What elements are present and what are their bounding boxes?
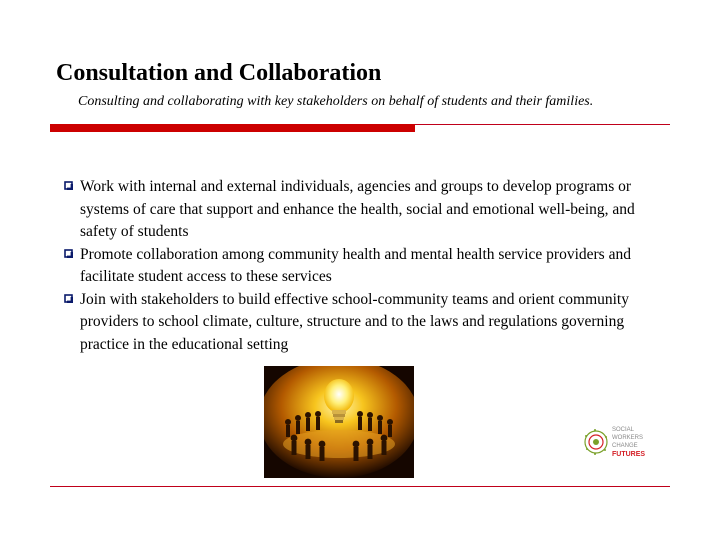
lightbulb-people-circle-image bbox=[264, 366, 414, 478]
hollow-square-bullet-icon bbox=[64, 249, 74, 259]
bullet-text: Work with internal and external individuals, agencies and groups to develop programs or systems of care that support and enhance the health, social and emotional well-being, and safety of students bbox=[80, 178, 635, 240]
bullet-item bbox=[66, 176, 646, 244]
logo-line-2: WORKERS bbox=[612, 435, 644, 441]
hollow-square-bullet-icon bbox=[64, 181, 74, 191]
bullet-item bbox=[66, 244, 646, 289]
bullet-item bbox=[66, 289, 646, 357]
logo-line-3: CHANGE bbox=[612, 443, 638, 449]
slide-subtitle: Consulting and collaborating with key stakeholders on behalf of students and their families. bbox=[78, 94, 594, 109]
logo-graphic bbox=[582, 418, 652, 466]
top-divider-accent-bar bbox=[50, 124, 415, 132]
top-divider bbox=[50, 124, 670, 132]
bullet-list bbox=[66, 176, 646, 356]
logo-line-4: FUTURES bbox=[612, 451, 646, 458]
bottom-divider bbox=[50, 486, 670, 487]
hollow-square-bullet-icon bbox=[64, 294, 74, 304]
logo-line-1: SOCIAL bbox=[612, 427, 635, 433]
bullet-text: Promote collaboration among community health and mental health service providers and facilitate student access to these services bbox=[80, 245, 631, 285]
social-workers-change-futures-logo bbox=[582, 418, 652, 466]
bullet-text: Join with stakeholders to build effective school-community teams and orient community providers to school climate, culture, structure and to the laws and regulations governing practice in the educational setting bbox=[80, 290, 629, 353]
slide-title: Consultation and Collaboration bbox=[56, 60, 382, 86]
